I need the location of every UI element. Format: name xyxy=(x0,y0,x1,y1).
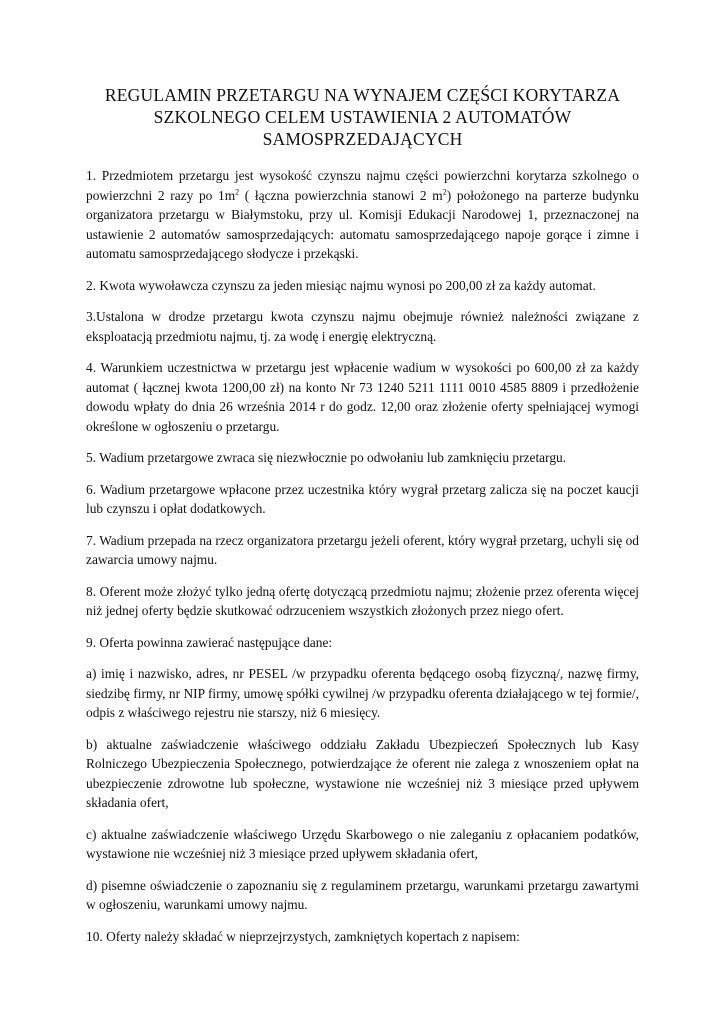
paragraph-8: 8. Oferent może złożyć tylko jedną ofertę dotyczącą przedmiotu najmu; złożenie przez oferenta więcej niż jednej oferty będzie skutkować odrzuceniem wszystkich złożonych przez niego ofert. xyxy=(86,583,639,618)
paragraph-10: 10. Oferty należy składać w nieprzejrzystych, zamkniętych kopertach z napisem: xyxy=(86,928,520,944)
paragraph-1-text-c: ) położonego na parterze budynku organizatora przetargu w Białymstoku, przy ul. Komisji Edukacji Narodowej 1, przeznaczonej na ustawienie 2 automatów samosprzedających: automatu samosprzedającego napoje gorące i zimne i automatu samosprzedającego słodycze i przekąski. xyxy=(86,187,639,261)
paragraph-9b: b) aktualne zaświadczenie właściwego oddziału Zakładu Ubezpieczeń Społecznych lub Kasy Rolniczego Ubezpieczenia Społecznego, potwierdzające że oferent nie zalega z wnoszeniem opłat na ubezpieczenie zdrowotne lub społeczne, wystawione nie wcześniej niż 3 miesiące przed upływem składania ofert, xyxy=(86,736,639,810)
document-title xyxy=(80,84,645,150)
superscript-2: 2 xyxy=(442,187,447,197)
title-line-3: SAMOSPRZEDAJĄCYCH xyxy=(262,129,463,149)
paragraph-9c: c) aktualne zaświadczenie właściwego Urzędu Skarbowego o nie zaleganiu z opłacaniem podatków, wystawione nie wcześniej niż 3 miesiące przed upływem składania ofert, xyxy=(86,826,639,861)
title-line-1: REGULAMIN PRZETARGU NA WYNAJEM CZĘŚCI KORYTARZA xyxy=(104,85,621,105)
paragraph-4: 4. Warunkiem uczestnictwa w przetargu jest wpłacenie wadium w wysokości po 600,00 zł za każdy automat ( łącznej kwota 1200,00 zł) na konto Nr 73 1240 5211 1111 0010 4585 8809 i przedłożenie dowodu wpłaty do dnia 26 września 2014 r do godz. 12,00 oraz złożenie oferty spełniającej wymogi określone w ogłoszeniu o przetargu. xyxy=(86,360,639,434)
paragraph-3: 3.Ustalona w drodze przetargu kwota czynszu najmu obejmuje również należności związane z eksploatacją przedmiotu najmu, tj. za wodę i energię elektryczną. xyxy=(86,309,639,344)
paragraph-1-text-a: 1. Przedmiotem przetargu jest wysokość czynszu najmu części powierzchni korytarza szkolnego o powierzchni 2 razy po 1m xyxy=(86,168,639,203)
paragraph-1 xyxy=(86,166,639,264)
paragraph-6: 6. Wadium przetargowe wpłacone przez uczestnika który wygrał przetarg zalicza się na poczet kaucji lub czynszu i opłat dodatkowych. xyxy=(86,481,639,516)
paragraph-9d: d) pisemne oświadczenie o zapoznaniu się z regulaminem przetargu, warunkami przetargu zawartymi w ogłoszeniu, warunkami umowy najmu. xyxy=(86,877,639,912)
document-body xyxy=(86,166,639,958)
paragraph-1-text-b: ( łączna powierzchnia stanowi 2 m xyxy=(239,187,443,203)
paragraph-9: 9. Oferta powinna zawierać następujące dane: xyxy=(86,634,333,650)
paragraph-2: 2. Kwota wywoławcza czynszu za jeden miesiąc najmu wynosi po 200,00 zł za każdy automat. xyxy=(86,277,596,293)
paragraph-7: 7. Wadium przepada na rzecz organizatora przetargu jeżeli oferent, który wygrał przetarg, uchyli się od zawarcia umowy najmu. xyxy=(86,532,639,567)
paragraph-9a: a) imię i nazwisko, adres, nr PESEL /w przypadku oferenta będącego osobą fizyczną/, nazwę firmy, siedzibę firmy, nr NIP firmy, umowę spółki cywilnej /w przypadku oferenta działającego w tej formie/, odpis z właściwego rejestru nie starszy, niż 6 miesięcy. xyxy=(86,666,639,720)
paragraph-5: 5. Wadium przetargowe zwraca się niezwłocznie po odwołaniu lub zamknięciu przetargu. xyxy=(86,450,567,465)
title-line-2: SZKOLNEGO CELEM USTAWIENIA 2 AUTOMATÓW xyxy=(153,107,572,127)
superscript-1: 2 xyxy=(235,187,240,197)
